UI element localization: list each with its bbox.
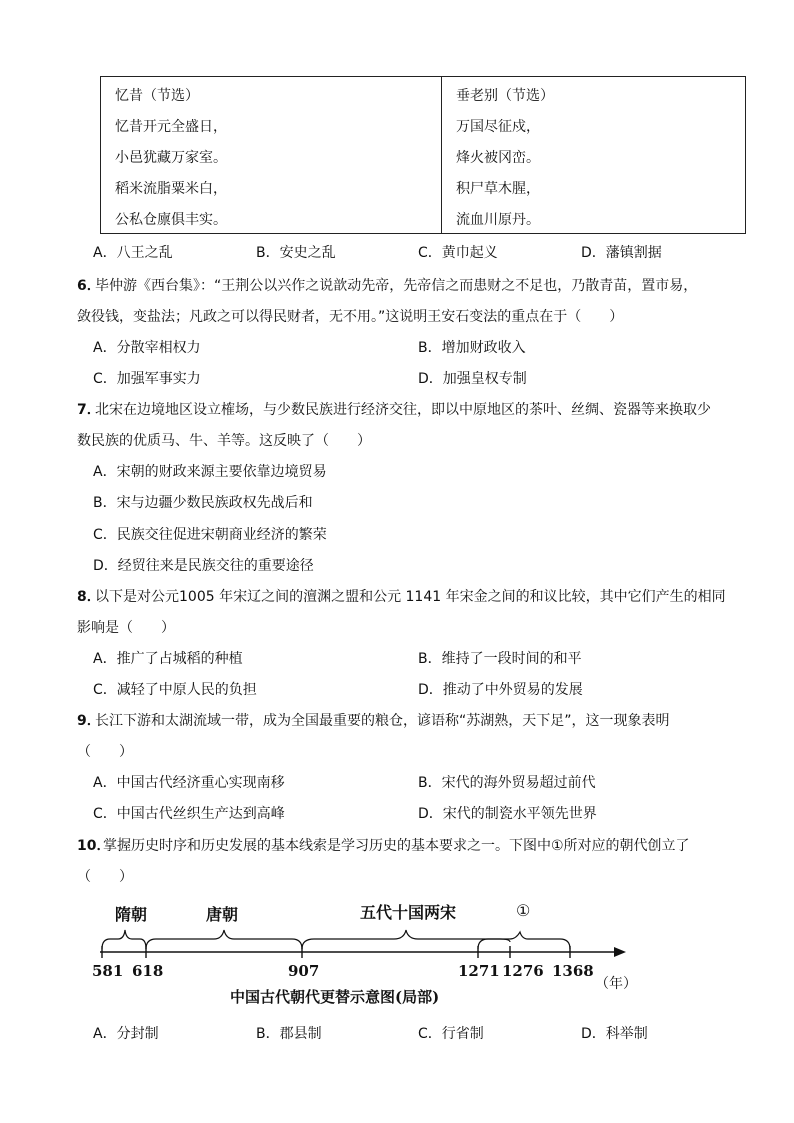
year-label-1276: 1276 xyxy=(502,962,544,980)
year-label-618: 618 xyxy=(132,962,164,980)
timeline-label-sui: 隋朝 xyxy=(115,905,148,924)
q8-option-a: A．推广了占城稻的种植 xyxy=(93,651,243,667)
q6-stem-line1: 毕仲游《西台集》：“王荆公以兴作之说歆动先帝，先帝信之而患财之不足也，乃散青苗，置市易， xyxy=(95,278,698,294)
q10-option-b: B．郡县制 xyxy=(256,1026,322,1042)
q5-option-b: B．安史之乱 xyxy=(256,245,336,261)
timeline-svg xyxy=(90,894,650,1014)
q8-option-d: D．推动了中外贸易的发展 xyxy=(418,682,583,698)
q6-option-d: D．加强皇权专制 xyxy=(418,371,527,387)
q5-option-c: C．黄巾起义 xyxy=(418,245,498,261)
q7-option-c: C．民族交往促进宋朝商业经济的繁荣 xyxy=(93,527,327,543)
q5-option-a: A．八王之乱 xyxy=(93,245,173,261)
poem-table xyxy=(100,76,746,234)
brace-sui xyxy=(102,930,146,949)
poem-right-line: 烽火被冈峦。 xyxy=(456,150,540,166)
q6-stem-line2: 敛役钱，变盐法；凡政之可以得民财者，无不用。”这说明王安石变法的重点在于（ ） xyxy=(77,309,624,325)
q8-option-c: C．减轻了中原人民的负担 xyxy=(93,682,257,698)
q7-number: 7． xyxy=(77,402,101,418)
year-unit-label: （年） xyxy=(595,976,637,992)
q6-option-b: B．增加财政收入 xyxy=(418,340,526,356)
q7-stem-line2: 数民族的优质马、牛、羊等。这反映了（ ） xyxy=(77,433,371,449)
poem-left-line: 小邑犹藏万家室。 xyxy=(115,150,227,166)
poem-right-line: 万国尽征戍， xyxy=(456,119,540,135)
poem-left-column xyxy=(101,77,442,233)
q8-number: 8． xyxy=(77,589,101,605)
q8-stem-line1: 以下是对公元1005 年宋辽之间的澶渊之盟和公元 1141 年宋金之间的和议比较，其中它们产生的相同 xyxy=(95,589,726,605)
q10-option-c: C．行省制 xyxy=(418,1026,484,1042)
timeline-caption: 中国古代朝代更替示意图(局部) xyxy=(230,988,440,1006)
q10-stem-line2: （ ） xyxy=(77,869,133,885)
q5-option-d: D．藩镇割据 xyxy=(581,245,662,261)
q9-option-c: C．中国古代丝织生产达到高峰 xyxy=(93,806,285,822)
q9-stem-line2: （ ） xyxy=(77,744,133,760)
q7-stem-line1: 北宋在边境地区设立榷场，与少数民族进行经济交往，即以中原地区的茶叶、丝绸、瓷器等来换取少 xyxy=(95,402,711,418)
q6-option-a: A．分散宰相权力 xyxy=(93,340,201,356)
poem-right-line: 流血川原丹。 xyxy=(456,212,540,228)
year-label-581: 581 xyxy=(92,962,124,980)
brace-circle1 xyxy=(478,932,570,949)
q8-option-b: B．维持了一段时间的和平 xyxy=(418,651,582,667)
timeline-arrow xyxy=(614,947,626,957)
q10-number: 10． xyxy=(77,838,111,854)
q7-option-a: A．宋朝的财政来源主要依靠边境贸易 xyxy=(93,464,327,480)
timeline-label-tang: 唐朝 xyxy=(206,905,239,924)
q6-option-c: C．加强军事实力 xyxy=(93,371,201,387)
poem-left-line: 忆昔开元全盛日， xyxy=(115,119,227,135)
year-label-1271: 1271 xyxy=(458,962,500,980)
poem-left-line: 稻米流脂粟米白， xyxy=(115,181,227,197)
timeline-label-wudai-song: 五代十国两宋 xyxy=(360,903,457,922)
q9-number: 9． xyxy=(77,713,101,729)
dynasty-timeline-diagram xyxy=(90,894,650,1014)
q9-option-b: B．宋代的海外贸易超过前代 xyxy=(418,775,596,791)
q10-stem-line1: 掌握历史时序和历史发展的基本线索是学习历史的基本要求之一。下图中①所对应的朝代创立了 xyxy=(103,838,690,854)
poem-left-line: 公私仓廪俱丰实。 xyxy=(115,212,227,228)
q8-stem-line2: 影响是（ ） xyxy=(77,620,175,636)
q7-option-b: B．宋与边疆少数民族政权先战后和 xyxy=(93,495,313,511)
q9-option-a: A．中国古代经济重心实现南移 xyxy=(93,775,285,791)
q10-option-d: D．科举制 xyxy=(581,1026,648,1042)
poem-right-line: 积尸草木腥， xyxy=(456,181,540,197)
q6-number: 6． xyxy=(77,278,101,294)
brace-tang xyxy=(146,930,302,949)
timeline-label-circle1: ① xyxy=(516,901,531,920)
q7-option-d: D．经贸往来是民族交往的重要途径 xyxy=(93,558,314,574)
poem-right-column xyxy=(442,77,745,233)
q10-option-a: A．分封制 xyxy=(93,1026,159,1042)
q9-option-d: D．宋代的制瓷水平领先世界 xyxy=(418,806,597,822)
year-label-1368: 1368 xyxy=(552,962,594,980)
q9-stem-line1: 长江下游和太湖流域一带，成为全国最重要的粮仓，谚语称“苏湖熟，天下足”，这一现象表明 xyxy=(95,713,670,729)
poem-left-title: 忆昔（节选） xyxy=(115,88,199,104)
poem-right-title: 垂老别（节选） xyxy=(456,88,554,104)
year-label-907: 907 xyxy=(288,962,320,980)
